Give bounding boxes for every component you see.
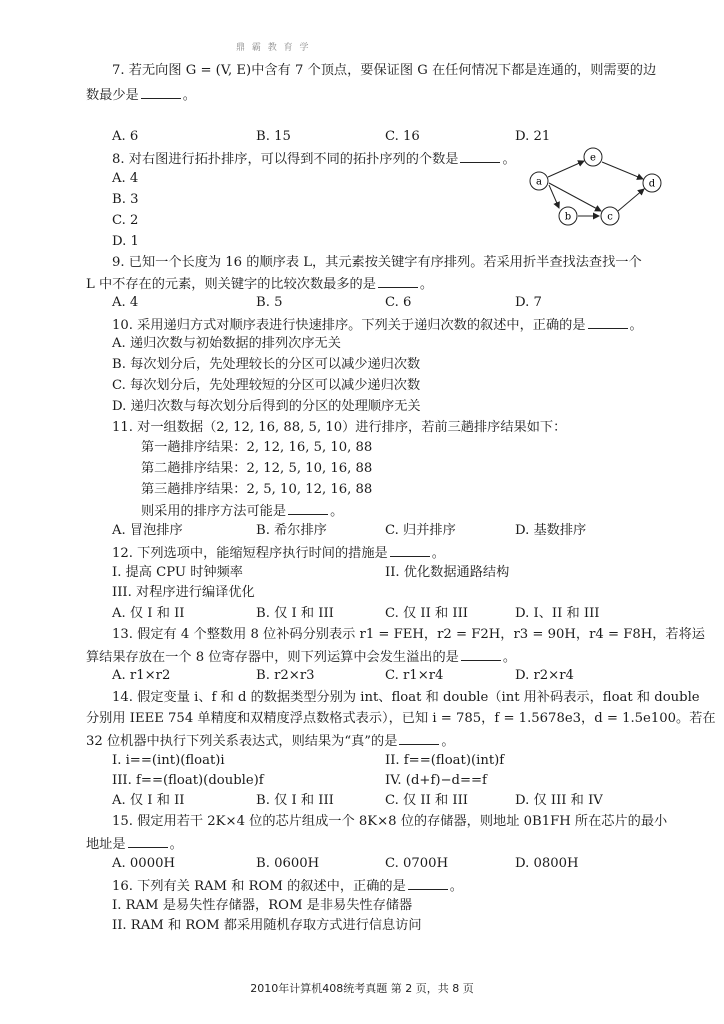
edge-a-b [549, 185, 559, 208]
q10-option-d: D. 递归次数与每次划分后得到的分区的处理顺序无关 [112, 399, 421, 414]
q15-option-b: B. 0600H [256, 856, 320, 871]
q14-option-d: D. 仅 III 和 IV [515, 793, 603, 808]
q12-item-3: III. 对程序进行编译优化 [112, 585, 255, 600]
q14-item-1: I. i==(int)(float)i [112, 753, 225, 768]
q13-option-b: B. r2×r3 [256, 668, 315, 683]
edge-a-e [548, 161, 584, 177]
q15-option-d: D. 0800H [515, 856, 579, 871]
header-watermark: 鼎 霸 教 育 学 [236, 43, 311, 53]
node-e [584, 148, 602, 166]
q8-option-c: C. 2 [112, 213, 139, 228]
node-b [559, 207, 577, 225]
q11-option-c: C. 归并排序 [385, 523, 456, 538]
q14-item-2: II. f==(float)(int)f [385, 753, 505, 768]
q12-item-2: II. 优化数据通路结构 [385, 565, 510, 580]
q14-item-3: III. f==(float)(double)f [112, 773, 264, 788]
q14-line3: 32 位机器中执行下列关系表达式，则结果为“真”的是 。 [86, 734, 455, 749]
q12-option-d: D. I、II 和 III [515, 606, 600, 621]
q12-text: 12. 下列选项中，能缩短程序执行时间的措施是 。 [112, 546, 445, 561]
q8-option-d: D. 1 [112, 234, 139, 249]
answer-blank [141, 86, 181, 99]
q8-option-a: A. 4 [112, 171, 139, 186]
q7-option-b: B. 15 [256, 129, 291, 144]
answer-blank [588, 316, 628, 329]
q14-line2: 分别用 IEEE 754 单精度和双精度浮点数格式表示），已知 i = 785，f = 1.5678e3，d = 1.5e100。若在 [86, 711, 716, 726]
q15-line2: 地址是 。 [86, 837, 183, 852]
q12-option-c: C. 仅 II 和 III [385, 606, 469, 621]
q14-option-a: A. 仅 I 和 II [112, 793, 185, 808]
answer-blank [461, 648, 501, 661]
svg-text:a: a [536, 176, 542, 188]
q13-option-a: A. r1×r2 [112, 668, 171, 683]
q16-text: 16. 下列有关 RAM 和 ROM 的叙述中，正确的是 。 [112, 879, 463, 894]
edge-a-c [549, 183, 601, 211]
answer-blank [408, 877, 448, 890]
answer-blank [378, 275, 418, 288]
node-d [643, 174, 661, 192]
q11-pass-3: 第三趟排序结果：2, 5, 10, 12, 16, 88 [141, 482, 373, 497]
q16-item-2: II. RAM 和 ROM 都采用随机存取方式进行信息访问 [112, 918, 422, 933]
q7-option-c: C. 16 [385, 129, 420, 144]
q14-option-c: C. 仅 II 和 III [385, 793, 469, 808]
q13-line2: 算结果存放在一个 8 位寄存器中，则下列运算中会发生溢出的是 。 [86, 650, 517, 665]
q12-option-a: A. 仅 I 和 II [112, 606, 185, 621]
q10-option-a: A. 递归次数与初始数据的排列次序无关 [112, 336, 341, 351]
q7-option-a: A. 6 [112, 129, 139, 144]
q13-line1: 13. 假定有 4 个整数用 8 位补码分别表示 r1 = FEH，r2 = F2H，r3 = 90H，r4 = F8H，若将运 [112, 627, 705, 642]
q9-option-a: A. 4 [112, 295, 139, 310]
q8-option-b: B. 3 [112, 192, 139, 207]
answer-blank [390, 544, 430, 557]
q15-option-a: A. 0000H [112, 856, 175, 871]
q14-line1: 14. 假定变量 i、f 和 d 的数据类型分别为 int、float 和 double（int 用补码表示，float 和 double [112, 690, 700, 705]
q14-option-b: B. 仅 I 和 III [256, 793, 334, 808]
answer-blank [399, 732, 439, 745]
edge-c-d [618, 189, 644, 211]
edge-e-d [602, 162, 643, 179]
q10-option-b: B. 每次划分后，先处理较长的分区可以减少递归次数 [112, 357, 421, 372]
q11-option-a: A. 冒泡排序 [112, 523, 183, 538]
q10-option-c: C. 每次划分后，先处理较短的分区可以减少递归次数 [112, 378, 421, 393]
q10-text: 10. 采用递归方式对顺序表进行快速排序。下列关于递归次数的叙述中，正确的是 。 [112, 318, 643, 333]
node-a [530, 172, 548, 190]
svg-text:b: b [564, 211, 572, 223]
q16-item-1: I. RAM 是易失性存储器，ROM 是非易失性存储器 [112, 898, 413, 913]
q12-item-1: I. 提高 CPU 时钟频率 [112, 565, 243, 580]
q7-line1: 7. 若无向图 G = (V, E)中含有 7 个顶点，要保证图 G 在任何情况下都是连通的，则需要的边 [112, 63, 657, 78]
page-footer: 2010年计算机408统考真题 第 2 页，共 8 页 [250, 982, 474, 995]
q13-option-d: D. r2×r4 [515, 668, 574, 683]
q9-line2: L 中不存在的元素，则关键字的比较次数最多的是 。 [86, 277, 434, 292]
q12-option-b: B. 仅 I 和 III [256, 606, 334, 621]
q15-line1: 15. 假定用若干 2K×4 位的芯片组成一个 8K×8 位的存储器，则地址 0B1FH 所在芯片的最小 [112, 814, 668, 829]
q7-option-d: D. 21 [515, 129, 551, 144]
q8-dag-figure [519, 145, 669, 230]
svg-text:e: e [590, 152, 596, 164]
q9-line1: 9. 已知一个长度为 16 的顺序表 L，其元素按关键字有序排列。若采用折半查找法查找一个 [112, 255, 642, 270]
answer-blank [128, 835, 168, 848]
q8-text: 8. 对右图进行拓扑排序，可以得到不同的拓扑序列的个数是 。 [112, 152, 516, 167]
node-c [601, 207, 619, 225]
q11-ask: 则采用的排序方法可能是 。 [141, 504, 344, 519]
q11-option-b: B. 希尔排序 [256, 523, 327, 538]
q13-option-c: C. r1×r4 [385, 668, 444, 683]
q9-option-b: B. 5 [256, 295, 283, 310]
q15-option-c: C. 0700H [385, 856, 449, 871]
svg-text:d: d [648, 178, 656, 190]
q11-pass-1: 第一趟排序结果：2, 12, 16, 5, 10, 88 [141, 440, 373, 455]
q9-option-d: D. 7 [515, 295, 542, 310]
q11-line1: 11. 对一组数据（2, 12, 16, 88, 5, 10）进行排序，若前三趟排序结果如下： [112, 420, 567, 435]
svg-text:c: c [607, 211, 613, 223]
answer-blank [288, 502, 328, 515]
q11-pass-2: 第二趟排序结果：2, 12, 5, 10, 16, 88 [141, 461, 373, 476]
q11-option-d: D. 基数排序 [515, 523, 587, 538]
answer-blank [460, 150, 500, 163]
q7-line2: 数最少是 。 [86, 88, 196, 103]
q14-item-4: IV. (d+f)−d==f [385, 773, 487, 788]
q9-option-c: C. 6 [385, 295, 412, 310]
